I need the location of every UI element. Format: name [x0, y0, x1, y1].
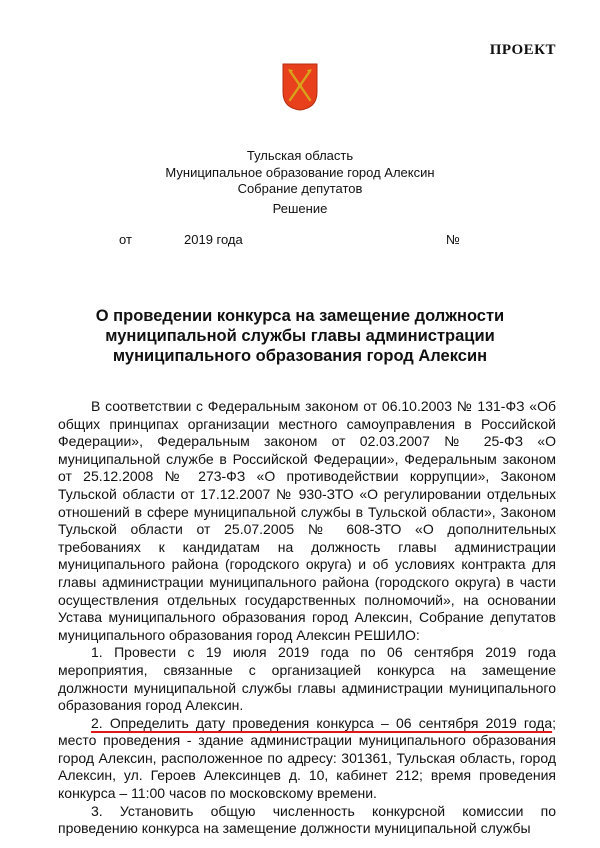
- decision-label: Решение: [272, 201, 328, 216]
- item-2-rest: ; место проведения - здание администрации муниципального образования город Алексин, расположенное по адресу: 301361, Тульская область, город Алексин, ул. Героев Алексинцев д. 10, кабинет 212; время проведения конкурса – 11:00 часов по московскому времени.: [58, 714, 556, 802]
- draft-stamp: ПРОЕКТ: [489, 42, 556, 58]
- municipality-name: Муниципальное образование город Алексин: [165, 164, 435, 180]
- item-3-paragraph: 3. Установить общую численность конкурсной комиссии по проведению конкурса на замещение должности муниципальной службы: [58, 802, 556, 837]
- region-name: Тульская область: [246, 148, 354, 163]
- coat-of-arms-icon: [281, 62, 319, 112]
- document-title: О проведении конкурса на замещение должности муниципальной службы главы администрации муниципального образования город Алексин: [95, 307, 505, 365]
- document-number-sign: №: [446, 232, 460, 247]
- assembly-name: Собрание депутатов: [237, 181, 363, 196]
- highlighted-contest-date: 2. Определить дату проведения конкурса – 06 сентября 2019 года: [91, 714, 553, 731]
- item-1-paragraph: 1. Провести с 19 июля 2019 года по 06 сентября 2019 года мероприятия, связанные с организацией конкурса на замещение должности муниципальной службы главы администрации муниципального образования город Алексин.: [58, 644, 556, 714]
- document-body: [58, 398, 556, 838]
- item-2-paragraph: [58, 715, 556, 803]
- document-header: [0, 148, 600, 198]
- date-from-label: от: [119, 232, 132, 247]
- preamble-paragraph: В соответствии с Федеральным законом от 06.10.2003 № 131-ФЗ «Об общих принципах организации местного самоуправления в Российской Федерации», Федеральным законом от 02.03.2007 № 25-ФЗ «О муниципальной службе в Российской Федерации», Федеральным законом от 25.12.2008 № 273-ФЗ «О противодействии коррупции», Законом Тульской области от 17.12.2007 № 930-ЗТО «О регулировании отдельных отношений в сфере муниципальной службы в Тульской области», Законом Тульской области от 25.07.2005 № 608-ЗТО «О дополнительных требованиях к кандидатам на должность главы администрации муниципального района (городского округа) и об условиях контракта для главы администрации муниципального района (городского округа) в части осуществления отдельных государственных полномочий», на основании Устава муниципального образования город Алексин, Собрание депутатов муниципального образования город Алексин РЕШИЛО:: [58, 398, 556, 643]
- date-year: 2019 года: [184, 232, 243, 247]
